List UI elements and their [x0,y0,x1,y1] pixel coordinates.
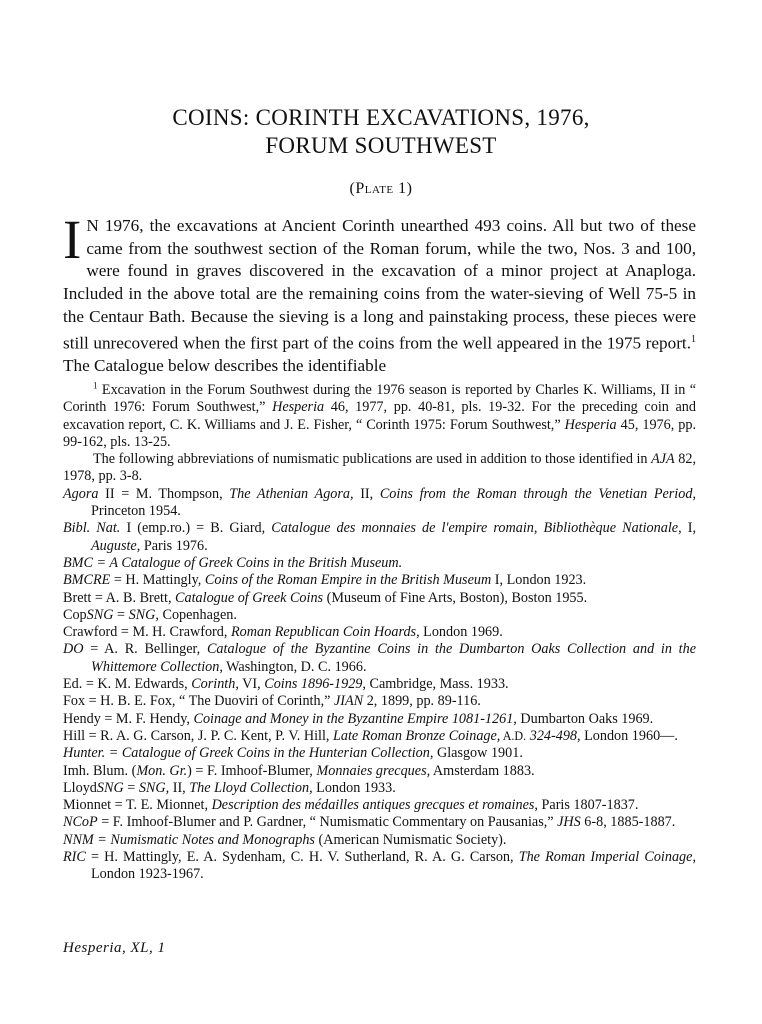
abbreviation-entry: DO = A. R. Bellinger, Catalogue of the Byzantine Coins in the Dumbarton Oaks Collection and in the Whittemore Collection, Washington, D. C. 1966. [63,641,697,675]
article-title [0,104,762,160]
body-text: N 1976, the excavations at Ancient Corinth unearthed 493 coins. All but two of these came from the southwest section of the Roman forum, while the two, Nos. 3 and 100, were found in graves discovered in the excavation of a minor project at Anaploga. Included in the above total are the remaining coins from the water-sieving of Well 75-5 in the Centaur Bath. Because the sieving is a long and painstaking process, these pieces were still unrecovered when the first part of the coins from the well appeared in the 1975 report. [63,216,696,353]
abbreviation-entry: Hill = R. A. G. Carson, J. P. C. Kent, P. V. Hill, Late Roman Bronze Coinage, A.D. 324-498, London 1960—. [63,727,678,744]
abbreviation-entry: BMC = A Catalogue of Greek Coins in the British Museum. [63,554,403,571]
plate-open: ( [349,180,356,197]
abbreviation-entry: NNM = Numismatic Notes and Monographs (American Numismatic Society). [63,831,507,848]
abbreviation-entry: Fox = H. B. E. Fox, “ The Duoviri of Corinth,” JIAN 2, 1899, pp. 89-116. [63,693,481,710]
abbreviation-entry: Crawford = M. H. Crawford, Roman Republican Coin Hoards, London 1969. [63,624,503,641]
footnote-marker: 1 [691,333,696,345]
abbreviation-entry: BMCRE = H. Mattingly, Coins of the Roman Empire in the British Museum I, London 1923. [63,572,587,589]
abbreviation-entry: Imh. Blum. (Mon. Gr.) = F. Imhoof-Blumer, Monnaies grecques, Amsterdam 1883. [63,762,535,779]
body-text-continued: The Catalogue below describes the identifiable [63,355,387,375]
abbreviation-entry: CopSNG = SNG, Copenhagen. [63,606,237,623]
abbreviation-entry: Ed. = K. M. Edwards, Corinth, VI, Coins 1896-1929, Cambridge, Mass. 1933. [63,676,509,693]
title-line-1: COINS: CORINTH EXCAVATIONS, 1976, [172,105,590,130]
footnote-1 [63,382,696,451]
abbreviation-entry: NCoP = F. Imhoof-Blumer and P. Gardner, “ Numismatic Commentary on Pausanias,” JHS 6-8, 1885-1887. [63,814,676,831]
abbreviation-entry: Hendy = M. F. Hendy, Coinage and Money in the Byzantine Empire 1081-1261, Dumbarton Oaks 1969. [63,710,654,727]
abbreviation-entry: Hunter. = Catalogue of Greek Coins in the Hunterian Collection, Glasgow 1901. [63,745,523,762]
abbreviation-entry: Agora II = M. Thompson, The Athenian Agora, II, Coins from the Roman through the Venetian Period, Princeton 1954. [63,485,696,520]
body-paragraph [63,209,696,378]
plate-label: Plate 1 [355,180,407,197]
plate-reference [0,180,762,198]
abbreviation-entry: Mionnet = T. E. Mionnet, Description des médailles antiques grecques et romaines, Paris 1807-1837. [63,797,639,814]
footnote-1-text: Excavation in the Forum Southwest during the 1976 season is reported by Charles K. Williams, II in “ Corinth 1976: Forum Southwest,” Hesperia 46, 1977, pp. 40-81, pls. 19-32. For the preceding coin and excavation report, C. K. Williams and J. E. Fisher, “ Corinth 1975: Forum Southwest,” Hesperia 45, 1976, pp. 99-162, pls. 13-25. [63,382,697,450]
abbreviation-list [63,486,696,884]
footnote-block [63,382,696,884]
abbreviation-entry: LloydSNG = SNG, II, The Lloyd Collection, London 1933. [63,779,396,796]
footnote-2-text: The following abbreviations of numismatic publications are used in addition to those identified in AJA 82, 1978, pp. 3-8. [63,451,696,485]
title-line-2: FORUM SOUTHWEST [265,133,497,158]
drop-cap: I [63,209,82,270]
footnote-1-mark: 1 [93,380,98,391]
plate-close: ) [406,180,413,197]
abbreviation-entry: Bibl. Nat. I (emp.ro.) = B. Giard, Catalogue des monnaies de l'empire romain, Bibliothèque Nationale, I, Auguste, Paris 1976. [63,520,696,554]
abbreviation-entry: RIC = H. Mattingly, E. A. Sydenham, C. H. V. Sutherland, R. A. G. Carson, The Roman Imperial Coinage, London 1923-1967. [63,849,696,883]
page-footer: Hesperia, XL, 1 [63,940,166,956]
footnote-2 [63,451,696,486]
abbreviation-entry: Brett = A. B. Brett, Catalogue of Greek Coins (Museum of Fine Arts, Boston), Boston 1955. [63,589,588,606]
